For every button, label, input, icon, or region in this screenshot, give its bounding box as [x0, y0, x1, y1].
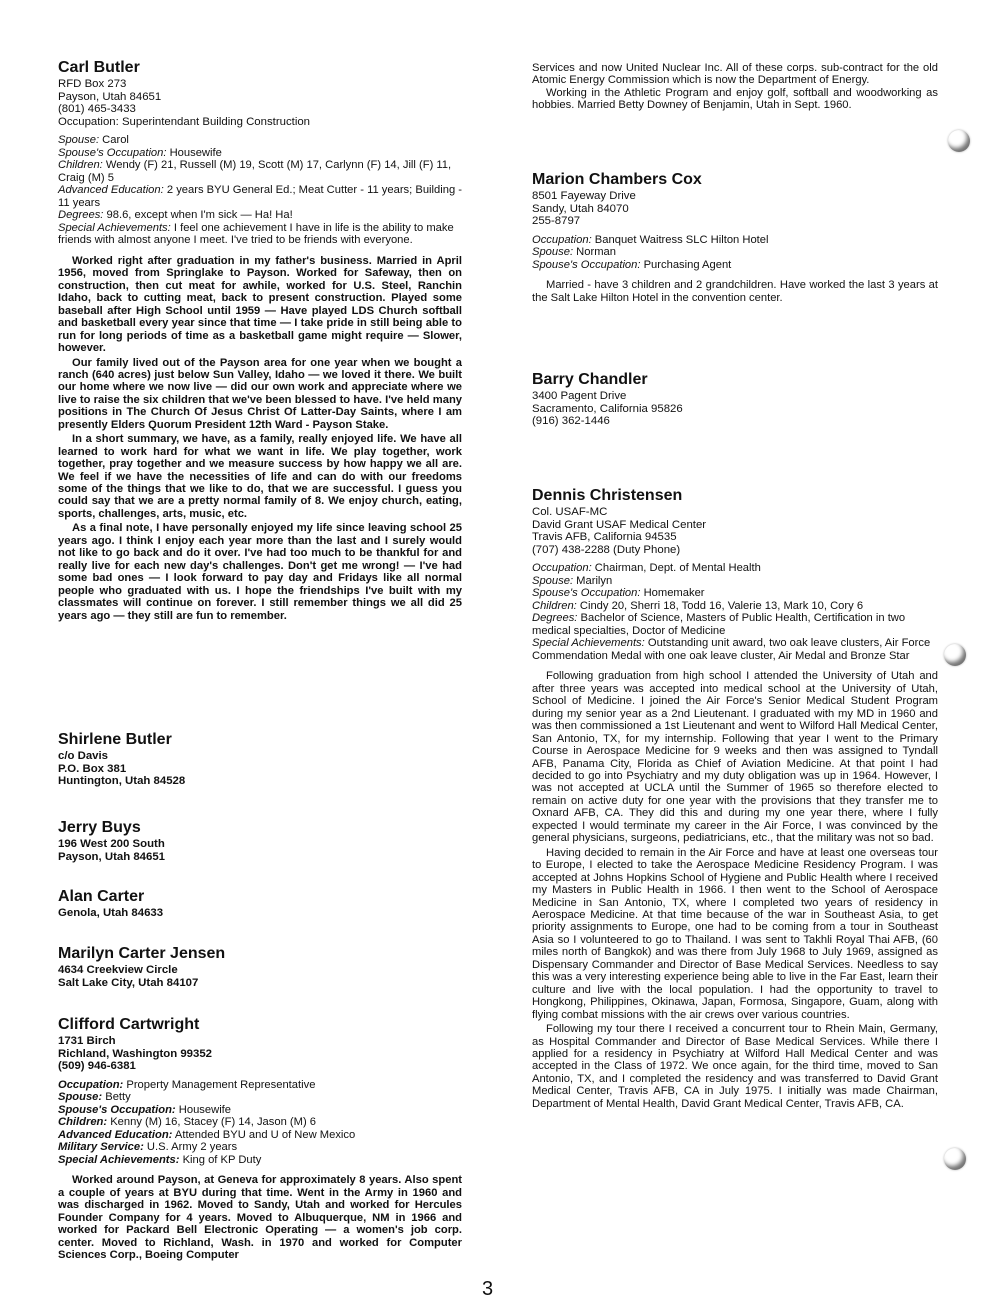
field-spouse: Spouse: Betty [58, 1091, 131, 1104]
entry-name: Marilyn Carter Jensen [58, 945, 226, 962]
phone-line: 255-8797 [532, 215, 581, 228]
field-children: Children: Wendy (F) 21, Russell (M) 19, Scott (M) 17, Carlynn (F) 14, Jill (F) 11, Craig (M) 5 [58, 159, 452, 184]
biography-paragraph: Following my tour there I received a concurrent tour to Rhein Main, Germany, as Hospital Commander and Director of Base Medical Services. While there I applied for a residency in Psychiatry at Wilford Hall Medical Center and was accepted in the Class of 1972. We once again, for the third time, moved to San Antonio, TX, and I completed the residency and was transferred to David Grant Medical Center, Travis AFB, CA in July 1975. I initially was made Chairman, Department of Mental Health, David Grant Medical Center, Travis AFB, CA. [532, 1023, 938, 1110]
address-line: Payson, Utah 84651 [58, 90, 162, 103]
field-degrees: Degrees: Bachelor of Science, Masters of Public Health, Certification in two medical specialties, Doctor of Medicine [532, 612, 906, 637]
field-advanced-education: Advanced Education: Attended BYU and U of New Mexico [58, 1128, 356, 1141]
phone-line: (801) 465-3433 [58, 103, 136, 116]
continuation-paragraph: Services and now United Nuclear Inc. All of these corps. sub-contract for the old Atomic Energy Commission which is now the Department of Energy. [532, 62, 938, 87]
entry-jerry-buys [58, 818, 462, 863]
phone-line: (509) 946-6381 [58, 1060, 136, 1073]
address-line: Genola, Utah 84633 [58, 907, 164, 919]
address-line: Sacramento, California 95826 [532, 402, 683, 415]
address-line: Salt Lake City, Utah 84107 [58, 976, 199, 989]
address-line: Huntington, Utah 84528 [58, 775, 186, 788]
field-children: Children: Kenny (M) 16, Stacey (F) 14, Jason (M) 6 [58, 1116, 317, 1129]
field-occupation: Occupation: Property Management Representative [58, 1078, 316, 1091]
page-number: 3 [482, 1278, 494, 1300]
biography-paragraph: Having decided to remain in the Air Force and have at least one overseas tour to Europe, I elected to take the Aerospace Medicine Residency Program. I was accepted at Johns Hopkins School of Hygiene and Public Health where I received my Masters in Public Health in 1966. I then went to the School of Aerospace Medicine in San Antonio, TX, where I completed two years of residency in Aerospace Medicine. At that time because of the war in Southeast Asia, to get priority assignments to Europe, one had to be coming from a tour in Southeast Asia so I volunteered to go to Thailand. I was sent to Takhli Royal Thai AFB, (60 miles north of Bangkok) and was there from July 1968 to July 1969, assigned as Dispensary Commander and Director of Base Medical Services. Needless to say this was a very interesting experience being able to live in the Far East, learn their culture and live with the local population. I had the opportunity to travel to Hongkong, Philippines, Okinawa, Japan, Formosa, Singapore, Guam, along with flying combat missions with the air crews over various countries. [532, 846, 938, 1021]
phone-line: (916) 362-1446 [532, 415, 610, 428]
address-line: David Grant USAF Medical Center [532, 518, 707, 531]
entry-name: Dennis Christensen [532, 487, 683, 504]
address-line: Payson, Utah 84651 [58, 850, 165, 863]
address-line: 196 West 200 South [58, 838, 165, 850]
field-occupation: Occupation: Banquet Waitress SLC Hilton Hotel [532, 233, 769, 246]
field-spouse-occupation: Spouse's Occupation: Housewife [58, 1103, 232, 1116]
field-children: Children: Cindy 20, Sherri 18, Todd 16, Valerie 13, Mark 10, Cory 6 [532, 599, 864, 612]
entry-marion-chambers-cox [532, 170, 938, 304]
entry-dennis-christensen [532, 486, 938, 1110]
entry-name: Marion Chambers Cox [532, 171, 702, 188]
address-line: Col. USAF-MC [532, 506, 608, 518]
entry-barry-chandler [532, 370, 938, 428]
address-line: RFD Box 273 [58, 78, 127, 90]
entry-name: Alan Carter [58, 888, 145, 905]
entry-alan-carter [58, 887, 462, 920]
continuation-paragraph: Working in the Athletic Program and enjoy golf, softball and woodworking as hobbies. Married Betty Downey of Benjamin, Utah in Sept. 1960. [532, 86, 938, 112]
entry-carl-butler [58, 58, 462, 622]
entry-name: Carl Butler [58, 59, 140, 76]
address-line: Travis AFB, California 94535 [532, 531, 677, 544]
punch-hole-icon [944, 644, 966, 666]
field-special-achievements: Special Achievements: Outstanding unit award, two oak leave clusters, Air Force Commendation Medal with one oak leave cluster, Air Medal and Bronze Star [532, 637, 931, 662]
occupation-line: Occupation: Superintendant Building Construction [58, 115, 311, 128]
field-spouse-occupation: Spouse's Occupation: Housewife [58, 146, 222, 159]
biography-paragraph: Our family lived out of the Payson area for one year when we bought a ranch (640 acres) just below Sun Valley, Idaho — we loved it there. We built our home where we now live — did our own work and appreciate where we live to raise the six children that we've been blessed to have. I've held many positions in The Church Of Jesus Christ Of Latter-Day Saints, where I am presently Elders Quorum President 12th Ward - Payson Stake. [58, 356, 462, 431]
entry-marilyn-carter-jensen [58, 944, 462, 989]
field-special-achievements: Special Achievements: I feel one achievement I have in life is the ability to make friends with almost anyone I meet. I've tried to be friends with everyone. [58, 221, 454, 247]
entry-name: Barry Chandler [532, 371, 648, 388]
address-line: Sandy, Utah 84070 [532, 202, 629, 215]
punch-hole-icon [948, 130, 970, 152]
entry-name: Clifford Cartwright [58, 1016, 200, 1033]
address-line: 8501 Fayeway Drive [532, 190, 636, 202]
entry-continuation [532, 62, 938, 112]
address-line: 3400 Pagent Drive [532, 390, 627, 402]
field-spouse: Spouse: Carol [58, 134, 129, 147]
biography-paragraph: In a short summary, we have, as a family, really enjoyed life. We have all learned to work hard for what we want in life. We play together, work together, pray together and we measure success by how happy we all are. We feel if we have the necessities of life and can do with our freedoms some of the things that we like to do, that we are successful. I guess you could say that we are a pretty normal family of 8. We enjoy church, eating, sports, challenges, arts, music, etc. [58, 433, 462, 520]
entry-name: Shirlene Butler [58, 731, 172, 748]
field-spouse-occupation: Spouse's Occupation: Homemaker [532, 587, 705, 600]
address-line: 1731 Birch [58, 1035, 116, 1047]
field-advanced-education: Advanced Education: 2 years BYU General Ed.; Meat Cutter - 11 years; Building - 11 years [58, 184, 463, 209]
biography-paragraph: Worked around Payson, at Geneva for approximately 8 years. Also spent a couple of years at BYU during that time. Went in the Army in 1960 and was discharged in 1962. Moved to Sandy, Utah and worked for Hercules Founder Company for 4 years. Moved to Albuquerque, NM in 1966 and worked for Packard Bell Electronic Operating — a women's job corp. center. Moved to Richland, Wash. in 1970 and worked for Computer Sciences Corp., Boeing Computer [58, 1174, 462, 1261]
field-military-service: Military Service: U.S. Army 2 years [58, 1141, 238, 1154]
field-degrees: Degrees: 98.6, except when I'm sick — Ha! Ha! [58, 209, 293, 222]
phone-line: (707) 438-2288 (Duty Phone) [532, 543, 681, 556]
address-line: Richland, Washington 99352 [58, 1047, 213, 1060]
biography-paragraph: As a final note, I have personally enjoyed my life since leaving school 25 years ago. I think I enjoy each year more than the last and I surely would not like to go back and do it over. I've had too much to be thankful for and really live for each new day's challenges. Don't get me wrong! — I've had some bad ones — I look forward to pay day and Fridays like all normal people who graduated with us. I hope the friendships I've built with my classmates will continue on forever. I still remember things we all did 25 years ago — they still are fun to remember. [58, 522, 462, 622]
field-spouse-occupation: Spouse's Occupation: Purchasing Agent [532, 258, 732, 271]
entry-name: Jerry Buys [58, 819, 141, 836]
biography-paragraph: Worked right after graduation in my father's business. Married in April 1956, moved from Springlake to Payson. Worked for Safeway, then on construction, then cut meat for awhile, worked for U.S. Steel, Ranchin Idaho, back to cutting meat, back to present construction. Played some baseball after High School until 1959 — Have played LDS Church softball and basketball every year since that time — I take pride in still being able to run for long periods of time as a basketball game might require — Slower, however. [58, 254, 462, 355]
biography-paragraph: Married - have 3 children and 2 grandchildren. Have worked the last 3 years at the Salt Lake Hilton Hotel in the convention center. [532, 279, 938, 304]
address-line: c/o Davis [58, 750, 109, 762]
field-special-achievements: Special Achievements: King of KP Duty [58, 1153, 262, 1166]
punch-hole-icon [944, 1148, 966, 1170]
address-line: P.O. Box 381 [58, 762, 127, 775]
biography-paragraph: Following graduation from high school I attended the University of Utah and after three years was accepted into medical school at the University of Utah, School of Medicine. I joined the Air Force's Senior Medical Student Program during my senior year as a 2nd Lieutenant. I graduated with my MD in 1960 and was then commissioned a 1st Lieutenant and went to Wilford Hall Medical Center, San Antonio, TX, for my internship. Following that year I went to the Primary Course in Aerospace Medicine for 9 weeks and then was assigned to Tyndall AFB, Panama City, Florida as Chief of Aviation Medicine. At that point I had decided to go into Psychiatry and my duty obligation was up in 1964. However, I was not accepted at UCLA until the Summer of 1965 so therefore elected to remain on active duty for one year with the provisions that they transfer me to Oxnard AFB, CA. They did this and during my one year there, where I fully expected I would terminate my career in the Air Force, I was convinced by the general physicians, surgeons, pediatricians, etc., that the military was not so bad. [532, 670, 938, 845]
field-spouse: Spouse: Norman [532, 246, 616, 259]
entry-clifford-cartwright [58, 1015, 462, 1261]
entry-shirlene-butler [58, 730, 462, 788]
field-spouse: Spouse: Marilyn [532, 574, 613, 587]
field-occupation: Occupation: Chairman, Dept. of Mental Health [532, 562, 761, 575]
address-line: 4634 Creekview Circle [58, 964, 178, 976]
